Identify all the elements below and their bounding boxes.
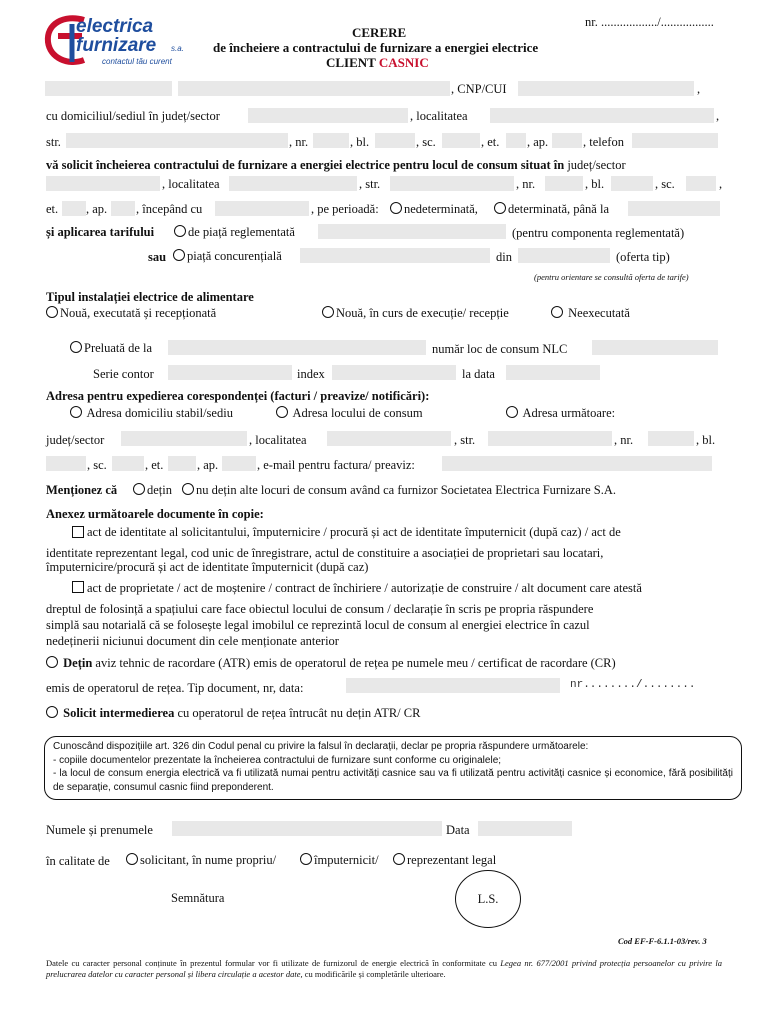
mailing-option-3-label: Adresa următoare: <box>522 406 616 420</box>
capacity-label: în calitate de <box>46 854 110 868</box>
annex-doc2-line-4: nedeținerii niciunui document din cele menționate anterior <box>46 634 339 648</box>
annex-doc2-line-1: act de proprietate / act de moștenire / contract de închiriere / autorizație de construire / alt document care atestă <box>87 581 642 595</box>
mention-not-hold-label: nu dețin alte locuri de consum având ca furnizor Societatea Electrica Furnizare S.A. <box>196 483 616 497</box>
installation-option-3[interactable] <box>551 306 630 321</box>
mention-hold-label: dețin <box>147 483 172 497</box>
domicile-label: cu domiciliul/sediul în județ/sector <box>46 109 220 123</box>
street-label: str. <box>46 135 61 149</box>
start-date-label: , începând cu <box>136 202 203 216</box>
consumption-bl-field[interactable] <box>611 176 653 191</box>
street-field[interactable] <box>66 133 288 148</box>
privacy-text: Datele cu caracter personal conținute în prezentul formular vor fi utilizate de furnizorul de energie electrică în conformitate cu <box>46 958 497 968</box>
radio-icon[interactable] <box>390 202 402 214</box>
mailing-option-1[interactable] <box>70 406 233 421</box>
email-label: , e-mail pentru factura/ preaviz: <box>257 458 415 472</box>
logo-tagline: contactul tău curent <box>102 57 172 66</box>
mailing-nr-field[interactable] <box>648 431 694 446</box>
mailing-nr-label: , nr. <box>614 433 634 447</box>
radio-icon[interactable] <box>173 249 185 261</box>
radio-icon[interactable] <box>300 853 312 865</box>
date-label: Data <box>446 823 470 837</box>
mailing-option-2[interactable] <box>276 406 423 421</box>
consumption-bl-label: , bl. <box>585 177 605 191</box>
tariff-competitive-option[interactable] <box>173 249 282 264</box>
radio-icon[interactable] <box>70 341 82 353</box>
mailing-bl-field[interactable] <box>46 456 86 471</box>
annex-doc2-line-2: dreptul de folosință a spațiului care face obiectul locului de consum / declarație în scris pe propria răspundere <box>46 602 594 616</box>
nr-label: , nr. <box>289 135 309 149</box>
capacity-option-2[interactable] <box>300 853 379 868</box>
annex-title: Anexez următoarele documente în copie: <box>46 507 264 521</box>
full-name-field[interactable] <box>172 821 442 836</box>
radio-icon[interactable] <box>46 656 58 668</box>
annex-doc1-line-1: act de identitate al solicitantului, împuternicire / procură și act de identitate împuternicit (după caz) / act de <box>87 525 621 539</box>
et-field[interactable] <box>506 133 526 148</box>
registration-number: nr. ................../................. <box>585 15 714 29</box>
nlc-field[interactable] <box>592 340 718 355</box>
sc-label: , sc. <box>416 135 436 149</box>
radio-icon[interactable] <box>46 706 58 718</box>
row2-comma: , <box>716 109 720 123</box>
capacity-option-3-label: reprezentant legal <box>407 853 497 867</box>
tariff-competitive-label: piață concurențială <box>187 249 282 263</box>
annex-doc1-text <box>46 524 720 575</box>
mailing-locality-field[interactable] <box>327 431 451 446</box>
annex-doc1-line-3: împuternicire/procură și act de identitate împuternicit (după caz) <box>46 560 369 574</box>
mailing-ap-label: , ap. <box>197 458 219 472</box>
nr-field[interactable] <box>313 133 349 148</box>
consumption-locality-field[interactable] <box>229 176 357 191</box>
radio-icon[interactable] <box>70 406 82 418</box>
atr-text: aviz tehnic de racordare (ATR) emis de operatorul de rețea pe numele meu / certificat de racordare (CR) <box>95 656 616 670</box>
taken-from-field[interactable] <box>168 340 426 355</box>
et-label: , et. <box>481 135 500 149</box>
company-logo <box>44 14 194 70</box>
phone-field[interactable] <box>632 133 718 148</box>
reading-date-field[interactable] <box>506 365 600 380</box>
mailing-sc-field[interactable] <box>112 456 144 471</box>
radio-icon[interactable] <box>393 853 405 865</box>
privacy-end: cu modificările și completările ulterioare. <box>304 969 446 979</box>
radio-icon[interactable] <box>551 306 563 318</box>
mailing-street-field[interactable] <box>488 431 612 446</box>
radio-icon[interactable] <box>46 306 58 318</box>
mailing-ap-field[interactable] <box>222 456 256 471</box>
installation-option-1-label: Nouă, executată și recepționată <box>60 306 217 320</box>
period-undetermined-option[interactable] <box>390 202 478 217</box>
radio-icon[interactable] <box>174 225 186 237</box>
offer-date-field[interactable] <box>518 248 610 263</box>
period-determined-option[interactable] <box>494 202 609 217</box>
notice-line-1: Cunoscând dispozițiile art. 326 din Codul penal cu privire la falsul în declarații, declar pe propria răspundere următoarele: <box>53 741 589 752</box>
tariff-regulated-option[interactable] <box>174 225 295 240</box>
consumption-et-field[interactable] <box>62 201 86 216</box>
mailing-county-label: județ/sector <box>46 433 105 447</box>
request-text: vă solicit încheierea contractului de furnizare a energiei electrice pentru locul de consum situat în <box>46 158 565 172</box>
mailing-locality-label: , localitatea <box>249 433 307 447</box>
consumption-sc-label: , sc. <box>655 177 675 191</box>
orientation-note: (pentru orientare se consultă oferta de tarife) <box>534 272 689 282</box>
phone-label: , telefon <box>583 135 624 149</box>
index-label: index <box>297 367 325 381</box>
regulated-field[interactable] <box>318 224 506 239</box>
request-county-label: județ/sector <box>567 158 626 172</box>
mention-hold-option[interactable] <box>133 483 172 498</box>
ap-label: , ap. <box>527 135 549 149</box>
mailing-option-1-label: Adresa domiciliu stabil/sediu <box>86 406 233 420</box>
reading-date-label: la data <box>462 367 495 381</box>
regulated-note: (pentru componenta reglementată) <box>512 226 685 240</box>
installation-option-2-label: Nouă, în curs de execuție/ recepție <box>336 306 509 320</box>
consumption-ap-label: , ap. <box>86 202 108 216</box>
from-label: din <box>496 250 512 264</box>
tariff-line <box>46 225 154 240</box>
intermediation-label: Solicit intermedierea <box>63 706 175 720</box>
consumption-street-field[interactable] <box>390 176 514 191</box>
atr-document-field[interactable] <box>346 678 560 693</box>
form-title: CERERE <box>352 25 407 40</box>
meter-series-label: Serie contor <box>93 367 154 381</box>
privacy-notice <box>46 958 722 980</box>
email-field[interactable] <box>442 456 712 471</box>
consumption-ap-field[interactable] <box>111 201 135 216</box>
form-code: Cod EF-F-6.1.1-03/rev. 3 <box>618 936 707 946</box>
atr-nr: nr......../........ <box>570 679 696 691</box>
tariff-or-label: sau <box>148 250 167 264</box>
consumption-street-label: , str. <box>359 177 381 191</box>
taken-from-label: Preluată de la <box>84 341 153 355</box>
start-date-field[interactable] <box>215 201 309 216</box>
row1-comma: , <box>697 82 701 96</box>
radio-icon[interactable] <box>494 202 506 214</box>
radio-icon[interactable] <box>506 406 518 418</box>
installation-title: Tipul instalației electrice de alimentare <box>46 290 254 304</box>
index-field[interactable] <box>332 365 456 380</box>
mention-label: Menționez că <box>46 483 118 497</box>
period-undetermined-label: nedeterminată, <box>404 202 478 216</box>
logo-line-1: electrica <box>76 16 154 37</box>
consumption-sc-field[interactable] <box>686 176 716 191</box>
consumption-county-field[interactable] <box>46 176 160 191</box>
mailing-option-2-label: Adresa locului de consum <box>292 406 423 420</box>
annex-doc1-line-2: identitate reprezentant legal, cod unic de înregistrare, actul de constituire a asociației de proprietari sau locatari, <box>46 546 604 560</box>
domicile-locality-label: , localitatea <box>410 109 468 123</box>
form-subtitle: de încheiere a contractului de furnizare a energiei electrice <box>213 40 539 55</box>
signature-label: Semnătura <box>171 891 225 905</box>
installation-option-3-label: Neexecutată <box>568 306 630 320</box>
radio-icon[interactable] <box>133 483 145 495</box>
notice-line-3: - la locul de consum energia electrică va fi utilizată numai pentru activități casnice sau va fi utilizată pentru activități casnice și economice, fără posibilități de separație, consumul casnic fiind preponderent. <box>53 768 733 793</box>
mailing-et-field[interactable] <box>168 456 196 471</box>
request-line <box>46 158 626 173</box>
mention-not-hold-option[interactable] <box>182 483 616 498</box>
client-type-line <box>326 55 429 71</box>
client-label: CLIENT <box>326 55 376 70</box>
mailing-option-3[interactable] <box>506 406 615 421</box>
competitive-field[interactable] <box>300 248 490 263</box>
row-comma: , <box>719 177 723 191</box>
client-type: CASNIC <box>378 55 429 70</box>
radio-icon[interactable] <box>182 483 194 495</box>
bl-field[interactable] <box>375 133 415 148</box>
domicile-locality-field[interactable] <box>490 108 714 123</box>
nlc-label: număr loc de consum NLC <box>432 342 568 356</box>
radio-icon[interactable] <box>322 306 334 318</box>
installation-taken-option[interactable] <box>70 341 152 356</box>
cnp-field[interactable] <box>518 81 694 96</box>
annex-doc2-text <box>46 580 720 649</box>
notice-line-2: - copiile documentelor prezentate la încheierea contractului de furnizare sunt conforme cu originalele; <box>53 754 502 766</box>
period-label: , pe perioadă: <box>311 202 379 216</box>
signature-date-field[interactable] <box>478 821 572 836</box>
capacity-option-1[interactable] <box>126 853 276 868</box>
installation-option-2[interactable] <box>322 306 509 321</box>
offer-note: (oferta tip) <box>616 250 670 264</box>
consumption-nr-field[interactable] <box>545 176 583 191</box>
logo-suffix: s.a. <box>171 44 184 53</box>
atr-line-2: emis de operatorul de rețea. Tip document, nr, data: <box>46 681 304 695</box>
ap-field[interactable] <box>552 133 582 148</box>
annex-doc2-line-3: simplă sau notarială că se folosește legal imobilul ce reprezintă locul de consum al energiei electrice în cazul <box>46 618 590 632</box>
privacy-law: Legea nr. 677/2001 privind protecția persoanelor cu privire la prelucrarea datelor cu caracter personal și libera circulație a acestor date, <box>46 958 722 979</box>
name-label: Numele și prenumele <box>46 823 153 837</box>
name-field-2[interactable] <box>178 81 450 96</box>
period-determined-label: determinată, până la <box>508 202 609 216</box>
capacity-option-1-label: solicitant, în nume propriu/ <box>140 853 277 867</box>
atr-label: Dețin <box>63 656 93 670</box>
capacity-option-3[interactable] <box>393 853 496 868</box>
tariff-regulated-label: de piață reglementată <box>188 225 295 239</box>
declaration-notice <box>44 736 742 800</box>
logo-line-2: furnizare <box>76 35 157 56</box>
mailing-street-label: , str. <box>454 433 476 447</box>
end-date-field[interactable] <box>628 201 720 216</box>
installation-option-1[interactable] <box>46 306 216 321</box>
cnp-label: , CNP/CUI <box>451 82 507 96</box>
meter-series-field[interactable] <box>168 365 292 380</box>
mailing-bl-label: , bl. <box>696 433 716 447</box>
radio-icon[interactable] <box>276 406 288 418</box>
intermediation-option[interactable] <box>46 706 420 721</box>
mailing-county-field[interactable] <box>121 431 247 446</box>
stamp-circle: L.S. <box>455 870 521 928</box>
mailing-title: Adresa pentru expedierea corespondenței (facturi / preavize/ notificări): <box>46 389 430 403</box>
sc-field[interactable] <box>442 133 480 148</box>
intermediation-text: cu operatorul de rețea întrucât nu dețin ATR/ CR <box>177 706 421 720</box>
bl-label: , bl. <box>350 135 370 149</box>
atr-option[interactable] <box>46 656 616 671</box>
mailing-sc-label: , sc. <box>87 458 107 472</box>
domicile-county-field[interactable] <box>248 108 408 123</box>
consumption-nr-label: , nr. <box>516 177 536 191</box>
capacity-option-2-label: împuternicit/ <box>314 853 379 867</box>
consumption-locality-label: , localitatea <box>162 177 220 191</box>
mailing-et-label: , et. <box>145 458 164 472</box>
tariff-label: și aplicarea tarifului <box>46 225 155 239</box>
name-field-1[interactable] <box>45 81 172 96</box>
radio-icon[interactable] <box>126 853 138 865</box>
consumption-et-label: et. <box>46 202 59 216</box>
